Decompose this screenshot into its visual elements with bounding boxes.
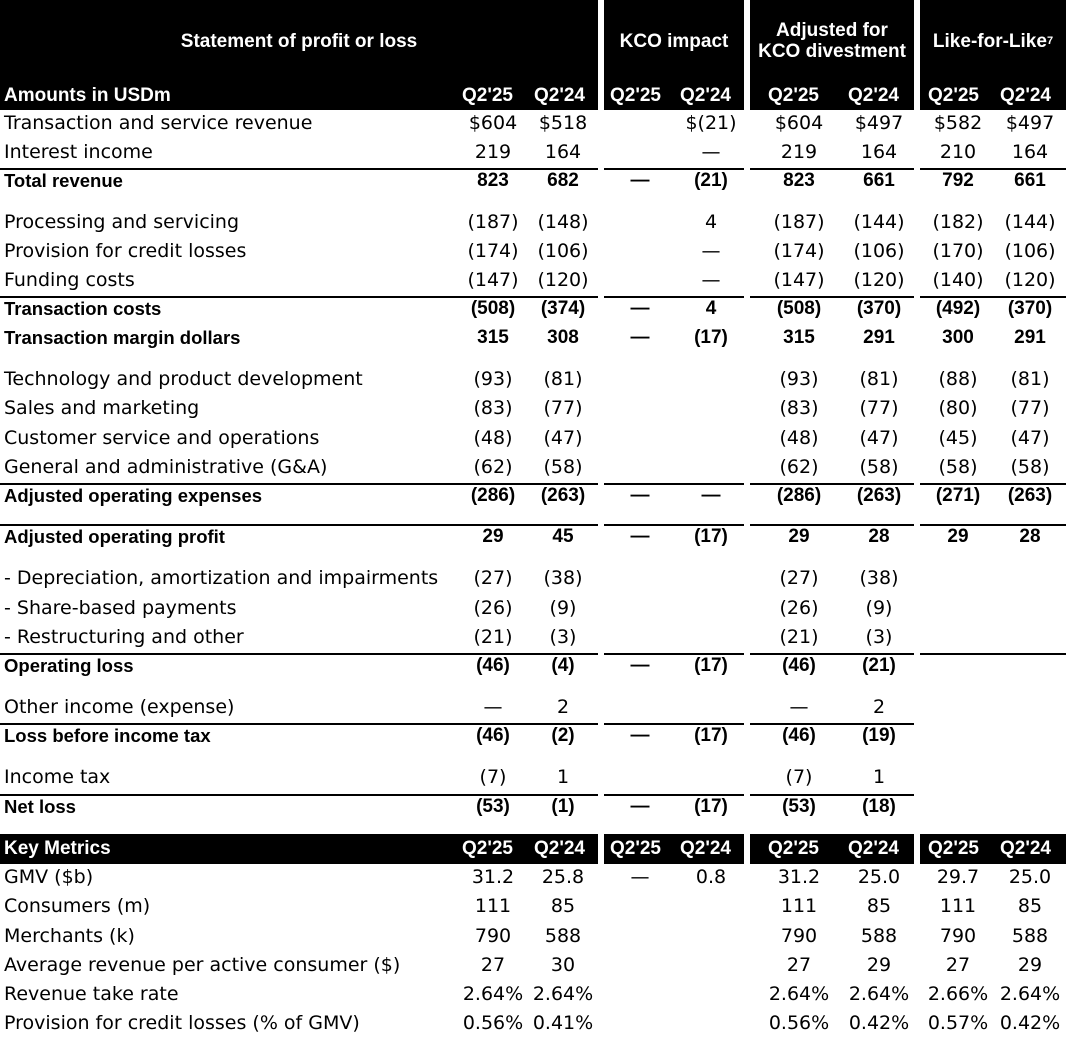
key-metrics-header-kco <box>604 834 744 864</box>
metric-value: — <box>630 866 650 888</box>
row-value: (46) <box>476 725 510 746</box>
header-periods-lfl <box>920 82 1066 110</box>
row-divider <box>604 653 744 655</box>
row-divider <box>604 168 744 170</box>
row-value: $497 <box>1005 112 1055 134</box>
row-label: Processing and servicing <box>4 211 240 233</box>
period-header: Q2'25 <box>610 838 661 859</box>
table-row <box>0 655 1066 681</box>
row-value: $497 <box>854 112 904 134</box>
row-value: 28 <box>1019 526 1041 547</box>
row-label: - Restructuring and other <box>4 626 244 648</box>
row-value: — <box>630 170 650 191</box>
row-value: (7) <box>479 766 507 788</box>
table-row <box>0 397 1066 423</box>
row-value: (7) <box>785 766 813 788</box>
header-periods-statement <box>0 82 598 110</box>
row-value: 2 <box>872 696 886 718</box>
metric-value: 30 <box>550 954 576 976</box>
row-divider <box>750 168 914 170</box>
row-value: 4 <box>704 211 718 233</box>
period-header: Q2'24 <box>848 838 899 859</box>
metric-row <box>0 866 1066 892</box>
row-value: 2 <box>556 696 570 718</box>
row-value: 219 <box>474 141 512 163</box>
table-row <box>0 456 1066 482</box>
row-value: (17) <box>694 725 728 746</box>
table-row <box>0 725 1066 751</box>
metric-value: 0.8 <box>695 866 727 888</box>
header-adjusted-line2: KCO divestment <box>758 41 906 62</box>
row-divider <box>0 653 598 655</box>
table-row <box>0 626 1066 652</box>
row-value: (21) <box>694 170 728 191</box>
table-row <box>0 211 1066 237</box>
metric-value: 790 <box>780 925 818 947</box>
row-value: (46) <box>476 655 510 676</box>
table-row <box>0 269 1066 295</box>
metric-value: 0.56% <box>768 1012 830 1034</box>
row-value: (26) <box>779 597 819 619</box>
row-value: (508) <box>776 298 822 319</box>
row-value: (93) <box>473 368 513 390</box>
table-row <box>0 485 1066 511</box>
metric-value: 2.64% <box>848 983 910 1005</box>
row-value: — <box>701 485 721 506</box>
row-divider <box>920 296 1066 298</box>
row-label: Funding costs <box>4 269 135 291</box>
row-value: $518 <box>538 112 588 134</box>
row-value: (17) <box>694 796 728 817</box>
row-value: — <box>630 327 650 348</box>
row-value: 164 <box>1011 141 1049 163</box>
row-divider <box>0 723 598 725</box>
metric-value: 2.64% <box>999 983 1061 1005</box>
row-value: 210 <box>939 141 977 163</box>
row-value: (58) <box>543 456 583 478</box>
header-lfl-footnote: 7 <box>1046 34 1054 47</box>
metric-value: 588 <box>860 925 898 947</box>
metric-value: 588 <box>544 925 582 947</box>
row-divider <box>0 168 598 170</box>
row-divider <box>0 794 598 796</box>
row-value: — <box>483 696 503 718</box>
row-value: (147) <box>773 269 825 291</box>
row-divider <box>750 723 914 725</box>
metric-value: 85 <box>866 895 892 917</box>
row-value: (81) <box>543 368 583 390</box>
row-value: 4 <box>705 298 717 319</box>
row-value: (187) <box>467 211 519 233</box>
row-label: Net loss <box>4 796 76 817</box>
row-value: — <box>630 526 650 547</box>
metric-value: 25.0 <box>857 866 901 888</box>
header-lfl-label: Like-for-Like <box>932 30 1047 52</box>
row-value: (9) <box>865 597 893 619</box>
metric-label: Provision for credit losses (% of GMV) <box>4 1012 360 1034</box>
table-row <box>0 298 1066 324</box>
row-value: 29 <box>482 526 504 547</box>
row-divider <box>0 296 598 298</box>
key-metrics-header-lfl <box>920 834 1066 864</box>
row-value: (9) <box>549 597 577 619</box>
metric-value: 2.66% <box>927 983 989 1005</box>
row-value: (174) <box>773 240 825 262</box>
row-label: Transaction and service revenue <box>4 112 313 134</box>
row-value: 219 <box>780 141 818 163</box>
row-divider <box>604 794 744 796</box>
amounts-label: Amounts in USDm <box>4 85 171 106</box>
metric-value: 29.7 <box>936 866 980 888</box>
table-row <box>0 597 1066 623</box>
row-label: Adjusted operating expenses <box>4 485 263 506</box>
table-row <box>0 112 1066 138</box>
row-divider <box>920 524 1066 526</box>
row-label: Technology and product development <box>4 368 363 390</box>
row-value: (77) <box>543 397 583 419</box>
period-header: Q2'24 <box>1000 838 1051 859</box>
row-value: — <box>701 141 721 163</box>
row-divider <box>750 483 914 485</box>
header-periods-adjusted <box>750 82 914 110</box>
row-divider <box>750 524 914 526</box>
row-value: (17) <box>694 655 728 676</box>
row-value: (1) <box>551 796 575 817</box>
row-value: (21) <box>473 626 513 648</box>
row-value: 792 <box>942 170 974 191</box>
row-value: $604 <box>774 112 824 134</box>
row-divider <box>750 296 914 298</box>
row-value: (45) <box>938 427 978 449</box>
row-value: 682 <box>547 170 579 191</box>
row-value: (88) <box>938 368 978 390</box>
row-label: Sales and marketing <box>4 397 200 419</box>
metric-value: 0.42% <box>999 1012 1061 1034</box>
row-value: (187) <box>773 211 825 233</box>
row-value: (58) <box>1010 456 1050 478</box>
period-header: Q2'24 <box>534 85 585 106</box>
row-value: 29 <box>788 526 810 547</box>
row-value: (58) <box>859 456 899 478</box>
row-value: (370) <box>1007 298 1053 319</box>
row-value: 315 <box>783 327 815 348</box>
header-statement <box>0 0 598 82</box>
row-value: (62) <box>473 456 513 478</box>
row-value: 300 <box>942 327 974 348</box>
row-value: 28 <box>868 526 890 547</box>
row-value: 823 <box>783 170 815 191</box>
key-metrics-header-adjusted <box>750 834 914 864</box>
metric-label: Revenue take rate <box>4 983 179 1005</box>
table-row <box>0 427 1066 453</box>
row-value: (3) <box>865 626 893 648</box>
header-adjusted <box>750 0 914 82</box>
row-value: (144) <box>1004 211 1056 233</box>
row-label: Provision for credit losses <box>4 240 247 262</box>
row-value: (120) <box>1004 269 1056 291</box>
row-value: 164 <box>544 141 582 163</box>
row-value: 1 <box>556 766 570 788</box>
row-value: 308 <box>547 327 579 348</box>
row-value: 164 <box>860 141 898 163</box>
row-value: — <box>701 269 721 291</box>
metric-value: 0.42% <box>848 1012 910 1034</box>
row-divider <box>920 168 1066 170</box>
metric-label: Merchants (k) <box>4 925 135 947</box>
row-label: Customer service and operations <box>4 427 320 449</box>
metric-value: 2.64% <box>462 983 524 1005</box>
row-value: (147) <box>467 269 519 291</box>
table-row <box>0 368 1066 394</box>
row-value: (27) <box>473 567 513 589</box>
metric-label: Consumers (m) <box>4 895 151 917</box>
metric-value: 27 <box>945 954 971 976</box>
row-value: — <box>630 485 650 506</box>
metric-value: 29 <box>1017 954 1043 976</box>
metric-value: 790 <box>474 925 512 947</box>
row-value: (21) <box>862 655 896 676</box>
row-value: (263) <box>856 485 902 506</box>
table-row <box>0 240 1066 266</box>
period-header: Q2'25 <box>768 85 819 106</box>
row-divider <box>750 653 914 655</box>
row-value: (508) <box>470 298 516 319</box>
period-header: Q2'25 <box>610 85 661 106</box>
row-label: Adjusted operating profit <box>4 526 225 547</box>
header-kco-label: KCO impact <box>619 30 729 52</box>
row-label: Transaction costs <box>4 298 162 319</box>
row-value: 1 <box>872 766 886 788</box>
row-value: — <box>701 240 721 262</box>
metric-value: 25.8 <box>541 866 585 888</box>
row-value: (27) <box>779 567 819 589</box>
row-value: (170) <box>932 240 984 262</box>
row-value: — <box>630 796 650 817</box>
row-divider <box>0 483 598 485</box>
row-value: — <box>630 725 650 746</box>
metric-value: 111 <box>474 895 512 917</box>
row-value: $(21) <box>685 112 737 134</box>
row-label: Loss before income tax <box>4 725 211 746</box>
metric-value: 111 <box>780 895 818 917</box>
row-label: Income tax <box>4 766 111 788</box>
row-value: 291 <box>863 327 895 348</box>
metric-row <box>0 925 1066 951</box>
row-value: 315 <box>477 327 509 348</box>
row-divider <box>604 723 744 725</box>
table-row <box>0 796 1066 822</box>
row-value: (370) <box>856 298 902 319</box>
metric-value: 27 <box>786 954 812 976</box>
row-label: - Depreciation, amortization and impairments <box>4 567 439 589</box>
metric-row <box>0 983 1066 1009</box>
row-value: (182) <box>932 211 984 233</box>
row-value: (18) <box>862 796 896 817</box>
header-periods-kco <box>604 82 744 110</box>
row-value: (46) <box>782 655 816 676</box>
row-value: (93) <box>779 368 819 390</box>
metric-value: 0.56% <box>462 1012 524 1034</box>
row-value: (140) <box>932 269 984 291</box>
row-value: (263) <box>1007 485 1053 506</box>
metric-value: 111 <box>939 895 977 917</box>
period-header: Q2'24 <box>848 85 899 106</box>
row-value: (48) <box>473 427 513 449</box>
row-label: Interest income <box>4 141 153 163</box>
metric-label: GMV ($b) <box>4 866 94 888</box>
metric-label: Average revenue per active consumer ($) <box>4 954 401 976</box>
row-value: (120) <box>537 269 589 291</box>
table-row <box>0 170 1066 196</box>
row-divider <box>750 794 914 796</box>
row-value: — <box>789 696 809 718</box>
period-header: Q2'25 <box>462 85 513 106</box>
metric-value: 31.2 <box>777 866 821 888</box>
row-value: (47) <box>859 427 899 449</box>
table-row <box>0 766 1066 792</box>
row-label: Other income (expense) <box>4 696 235 718</box>
row-value: (492) <box>935 298 981 319</box>
row-value: (271) <box>935 485 981 506</box>
row-value: (106) <box>853 240 905 262</box>
row-value: (53) <box>476 796 510 817</box>
row-value: (17) <box>694 327 728 348</box>
header-statement-label: Statement of profit or loss <box>180 30 418 52</box>
row-value: 45 <box>552 526 574 547</box>
row-value: $604 <box>468 112 518 134</box>
period-header: Q2'25 <box>462 838 513 859</box>
metric-value: 588 <box>1011 925 1049 947</box>
row-label: Total revenue <box>4 170 123 191</box>
row-value: (106) <box>1004 240 1056 262</box>
row-value: $582 <box>933 112 983 134</box>
period-header: Q2'24 <box>534 838 585 859</box>
table-row <box>0 526 1066 552</box>
row-divider <box>604 524 744 526</box>
row-value: (4) <box>551 655 575 676</box>
period-header: Q2'24 <box>680 838 731 859</box>
row-value: (62) <box>779 456 819 478</box>
row-value: (83) <box>473 397 513 419</box>
row-label: Transaction margin dollars <box>4 327 241 348</box>
metric-value: 0.41% <box>532 1012 594 1034</box>
metric-value: 2.64% <box>532 983 594 1005</box>
metric-value: 31.2 <box>471 866 515 888</box>
row-divider <box>604 296 744 298</box>
period-header: Q2'25 <box>928 838 979 859</box>
row-value: (106) <box>537 240 589 262</box>
table-row <box>0 696 1066 722</box>
row-value: (120) <box>853 269 905 291</box>
metric-row <box>0 895 1066 921</box>
metric-row <box>0 1012 1066 1038</box>
period-header: Q2'25 <box>928 85 979 106</box>
metric-value: 29 <box>866 954 892 976</box>
row-value: 823 <box>477 170 509 191</box>
metric-value: 25.0 <box>1008 866 1052 888</box>
table-row <box>0 327 1066 353</box>
row-value: 661 <box>863 170 895 191</box>
row-value: (2) <box>551 725 575 746</box>
row-value: — <box>630 298 650 319</box>
row-value: 29 <box>947 526 969 547</box>
period-header: Q2'24 <box>680 85 731 106</box>
row-divider <box>920 483 1066 485</box>
row-value: 291 <box>1014 327 1046 348</box>
row-value: (77) <box>1010 397 1050 419</box>
header-lfl <box>920 0 1066 82</box>
row-value: (47) <box>543 427 583 449</box>
row-value: (46) <box>782 725 816 746</box>
metric-value: 0.57% <box>927 1012 989 1034</box>
row-value: (263) <box>540 485 586 506</box>
row-value: (148) <box>537 211 589 233</box>
period-header: Q2'25 <box>768 838 819 859</box>
row-value: (19) <box>862 725 896 746</box>
row-value: (17) <box>694 526 728 547</box>
row-value: (48) <box>779 427 819 449</box>
row-value: (53) <box>782 796 816 817</box>
metric-value: 2.64% <box>768 983 830 1005</box>
row-value: (174) <box>467 240 519 262</box>
metric-row <box>0 954 1066 980</box>
row-value: — <box>630 655 650 676</box>
metric-value: 85 <box>1017 895 1043 917</box>
period-header: Q2'24 <box>1000 85 1051 106</box>
row-value: (38) <box>543 567 583 589</box>
row-value: (21) <box>779 626 819 648</box>
metric-value: 85 <box>550 895 576 917</box>
row-label: General and administrative (G&A) <box>4 456 328 478</box>
table-row <box>0 141 1066 167</box>
row-value: (26) <box>473 597 513 619</box>
row-value: 661 <box>1014 170 1046 191</box>
row-label: Operating loss <box>4 655 134 676</box>
row-value: (3) <box>549 626 577 648</box>
row-value: (83) <box>779 397 819 419</box>
row-value: (286) <box>776 485 822 506</box>
row-value: (47) <box>1010 427 1050 449</box>
row-value: (144) <box>853 211 905 233</box>
header-kco-impact <box>604 0 744 82</box>
header-adjusted-line1: Adjusted for <box>776 20 888 41</box>
metric-value: 27 <box>480 954 506 976</box>
row-value: (77) <box>859 397 899 419</box>
key-metrics-title: Key Metrics <box>4 838 111 859</box>
row-divider <box>920 653 1066 655</box>
row-divider <box>604 483 744 485</box>
row-value: (81) <box>1010 368 1050 390</box>
table-row <box>0 567 1066 593</box>
row-value: (58) <box>938 456 978 478</box>
row-label: - Share-based payments <box>4 597 237 619</box>
row-value: (80) <box>938 397 978 419</box>
key-metrics-header-statement <box>0 834 598 864</box>
row-value: (81) <box>859 368 899 390</box>
row-divider <box>0 524 598 526</box>
row-value: (374) <box>540 298 586 319</box>
row-value: (286) <box>470 485 516 506</box>
metric-value: 790 <box>939 925 977 947</box>
row-value: (38) <box>859 567 899 589</box>
